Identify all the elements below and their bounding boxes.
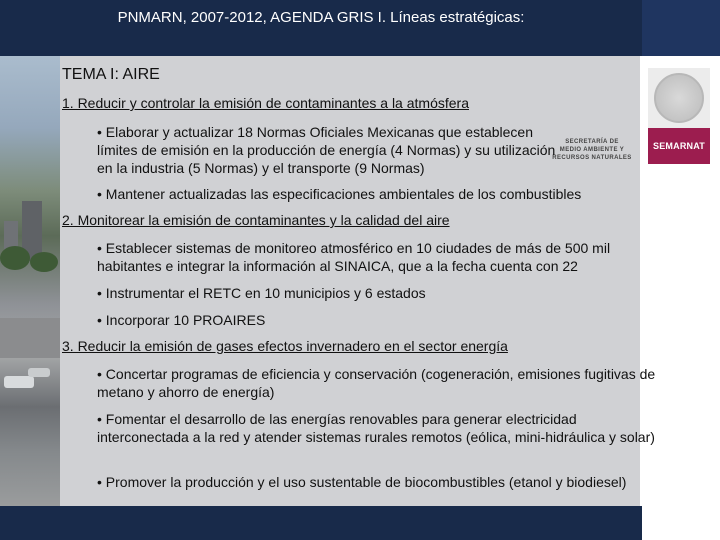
footer-bar [0, 506, 720, 540]
bullet-2-3: • Incorporar 10 PROAIRES [97, 312, 266, 328]
theme-heading: TEMA I: AIRE [62, 66, 160, 83]
secretaria-logo: SECRETARÍA DE MEDIO AMBIENTE Y RECURSOS NATURALES [552, 139, 632, 161]
bullet-2-1: • Establecer sistemas de monitoreo atmosférico en 10 ciudades de más de 500 mil habitantes e integrar la información al SINAICA, que a la fecha cuenta con 22 [97, 240, 611, 274]
bullet-2-2: • Instrumentar el RETC en 10 municipios y 6 estados [97, 285, 426, 301]
bullet-3-3: • Promover la producción y el uso sustentable de biocombustibles (etanol y biodiesel) [97, 474, 627, 490]
bullet-3-2: • Fomentar el desarrollo de las energías renovables para generar electricidad interconectada a la red y atender sistemas rurales remotos (eólica, mini-hidráulica y solar) [97, 411, 655, 445]
slide-title: PNMARN, 2007-2012, AGENDA GRIS I. Líneas estratégicas: [117, 9, 525, 26]
header-bar [0, 0, 720, 56]
strategic-line-3: 3. Reducir la emisión de gases efectos invernadero en el sector energía [62, 338, 508, 354]
bullet-1-1: • Elaborar y actualizar 18 Normas Oficiales Mexicanas que establecen límites de emisión en la producción de energía (4 Normas) y su utilización en la industria (5 Normas) y el transporte (9 Normas) [97, 124, 556, 176]
footer-right-block [642, 506, 720, 540]
strategic-line-2: 2. Monitorear la emisión de contaminantes y la calidad del aire [62, 212, 450, 228]
city-photo [0, 56, 60, 506]
header-right-block [642, 0, 720, 56]
bullet-1-2: • Mantener actualizadas las especificaciones ambientales de los combustibles [97, 186, 582, 202]
strategic-line-1: 1. Reducir y controlar la emisión de contaminantes a la atmósfera [62, 95, 469, 111]
semarnat-logo: SEMARNAT [648, 128, 710, 164]
mexico-seal-icon [648, 68, 710, 128]
bullet-3-1: • Concertar programas de eficiencia y conservación (cogeneración, emisiones fugitivas de metano y ahorro de energía) [97, 366, 656, 400]
